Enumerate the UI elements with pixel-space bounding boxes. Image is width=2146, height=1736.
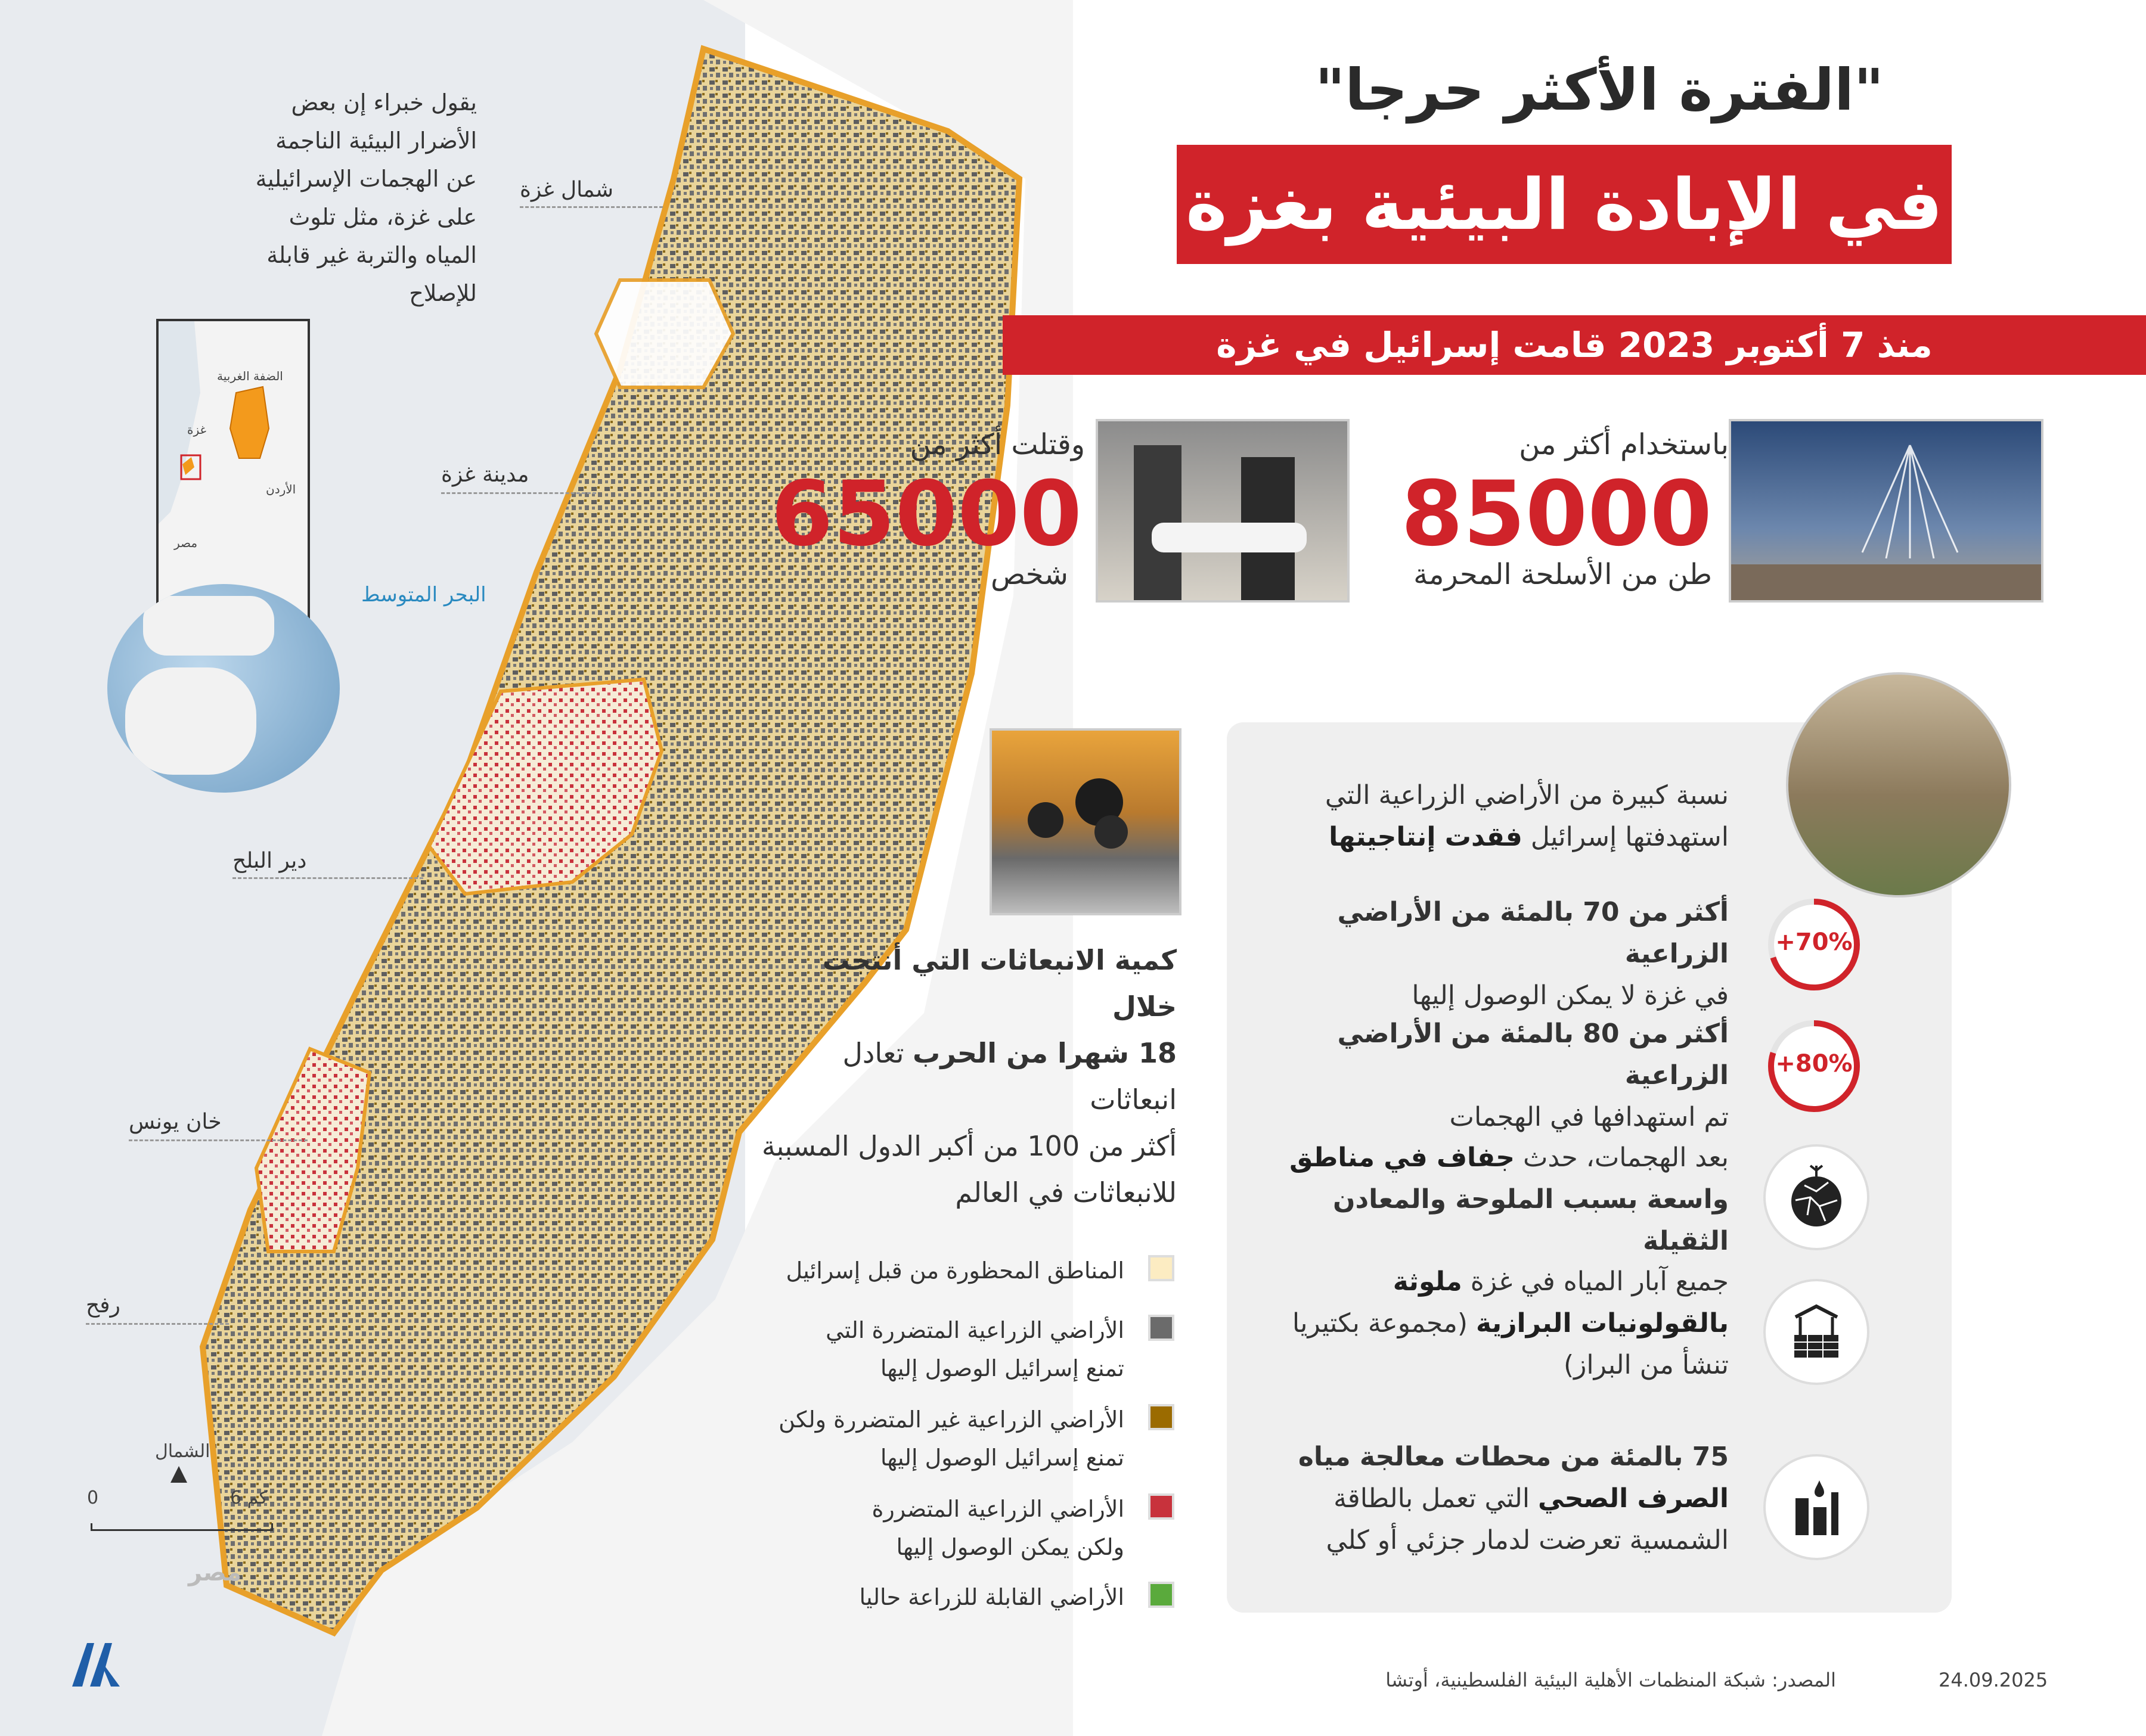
legend-label-line-2: تمنع إسرائيل الوصول إليها <box>880 1445 1124 1471</box>
panel-item-5 <box>1252 1436 1729 1561</box>
legend-item-restricted <box>786 1251 1174 1290</box>
badge-80 <box>1763 1015 1865 1119</box>
inset-map <box>156 319 310 622</box>
expert-note: يقول خبراء إن بعض الأضرار البيئية الناجمة عن الهجمات الإسرائيلية على غزة، مثل تلوث المياه والتربة غير قابلة للإصلاح <box>255 89 477 306</box>
emissions-text <box>759 937 1177 1216</box>
legend-label: الأراضي القابلة للزراعة حاليا <box>859 1584 1124 1610</box>
city-label-deir-al-balah: دير البلح <box>232 849 307 873</box>
killed-photo-art <box>1098 421 1347 600</box>
drought-icon <box>1763 1144 1869 1250</box>
inset-label-jordan: الأردن <box>266 482 296 496</box>
well-icon <box>1763 1279 1869 1385</box>
killed-label-top: وقتلت أكثر من <box>910 428 1085 461</box>
legend-label <box>826 1311 1124 1387</box>
scale-end-label: 6 كم <box>230 1487 268 1508</box>
legend-label-line-2: ولكن يمكن الوصول إليها <box>896 1534 1124 1560</box>
panel-item-3-bold: جفاف في مناطق <box>1289 1142 1515 1173</box>
emissions-photo <box>990 728 1181 915</box>
city-leader-gaza-city <box>441 492 596 494</box>
scale-bar <box>91 1523 273 1531</box>
water-well-icon <box>1784 1299 1849 1365</box>
legend-item-arable <box>859 1578 1174 1616</box>
scale-zero-label: 0 <box>87 1487 99 1508</box>
restricted-zone-north <box>596 280 733 387</box>
legend-swatch <box>1148 1315 1174 1341</box>
city-leader-rafah <box>86 1323 229 1325</box>
inset-label-egypt: مصر <box>174 536 198 550</box>
weapons-photo-art <box>1731 421 2041 600</box>
north-label: الشمال <box>155 1441 210 1462</box>
panel-item-2 <box>1252 1013 1729 1138</box>
aa-logo <box>69 1640 123 1688</box>
weapons-label-top: باستخدام أكثر من <box>1519 428 1729 461</box>
inset-label-gaza: غزة <box>187 423 206 437</box>
legend-item-undamaged-blocked <box>779 1400 1174 1477</box>
panel-item-1 <box>1252 892 1729 1017</box>
legend-item-damaged-blocked <box>826 1311 1174 1387</box>
emissions-line-2 <box>759 1030 1177 1123</box>
panel-item-2-rest: تم استهدافها في الهجمات <box>1449 1102 1729 1132</box>
panel-item-5-rest: التي تعمل بالطاقة <box>1334 1483 1539 1514</box>
globe-land-europe <box>143 596 274 656</box>
legend-label-line-1: الأراضي الزراعية المتضررة <box>872 1496 1124 1522</box>
city-leader-khan-younis <box>129 1139 308 1141</box>
legend-label: المناطق المحظورة من قبل إسرائيل <box>786 1257 1124 1284</box>
panel-item-4 <box>1252 1261 1729 1386</box>
emissions-line-2-rest: تعادل انبعاثات <box>842 1037 1177 1116</box>
panel-item-3 <box>1252 1137 1729 1262</box>
legend-item-damaged-accessible <box>872 1490 1174 1566</box>
globe-locator <box>107 584 340 793</box>
emissions-line-3: أكثر من 100 من أكبر الدول المسببة <box>761 1130 1177 1162</box>
legend-label-line-1: الأراضي الزراعية غير المتضررة ولكن <box>779 1406 1124 1433</box>
emissions-photo-art <box>992 731 1179 913</box>
weapons-photo <box>1729 419 2043 603</box>
city-leader-north-gaza <box>520 206 663 208</box>
panel-intro-line-2 <box>1252 816 1729 858</box>
legend-label-line-1: الأراضي الزراعية المتضررة التي <box>826 1317 1124 1343</box>
killed-value: 65000 <box>771 462 1082 566</box>
city-leader-deir-al-balah <box>232 877 423 879</box>
cracked-earth-icon <box>1784 1164 1849 1230</box>
city-label-north-gaza: شمال غزة <box>520 178 614 202</box>
panel-item-3-line-2: واسعة بسبب الملوحة والمعادن الثقيلة <box>1333 1184 1729 1256</box>
badge-80-text: +80% <box>1775 1050 1853 1077</box>
weapons-value: 85000 <box>1401 462 1712 566</box>
legend-label-line-2: تمنع إسرائيل الوصول إليها <box>880 1355 1124 1381</box>
panel-item-2-bold: أكثر من 80 بالمئة من الأراضي الزراعية <box>1337 1018 1729 1091</box>
panel-item-4-bold2: بالقولونيات البرازية <box>1475 1308 1729 1339</box>
date-text: 24.09.2025 <box>1939 1669 2048 1691</box>
emissions-line-2-bold: 18 شهرا من الحرب <box>913 1037 1177 1069</box>
badge-70 <box>1763 894 1865 998</box>
city-label-khan-younis: خان يونس <box>129 1110 222 1134</box>
legend-swatch <box>1148 1582 1174 1608</box>
weapons-label-bottom: طن من الأسلحة المحرمة <box>1413 558 1712 591</box>
panel-item-4-line-1 <box>1252 1261 1729 1303</box>
treatment-plant-icon <box>1763 1454 1869 1560</box>
emissions-line-4: للانبعاثات في العالم <box>955 1176 1177 1209</box>
emissions-line-1: كمية الانبعاثات التي أنتجت خلال <box>822 944 1177 1023</box>
panel-item-5-line-3: الشمسية تعرضت لدمار جزئي أو كلي <box>1326 1525 1729 1555</box>
panel-item-1-bold: أكثر من 70 بالمئة من الأراضي الزراعية <box>1337 897 1729 969</box>
legend-swatch <box>1148 1404 1174 1430</box>
city-label-rafah: رفح <box>86 1293 120 1318</box>
subtitle-bar: منذ 7 أكتوبر 2023 قامت إسرائيل في غزة <box>1003 315 2146 375</box>
badge-70-text: +70% <box>1775 928 1853 956</box>
city-label-gaza-city: مدينة غزة <box>441 462 529 487</box>
panel-intro-line-1: نسبة كبيرة من الأراضي الزراعية التي <box>1325 780 1729 810</box>
egypt-label: مصر <box>188 1559 242 1586</box>
panel-item-5-bold2: الصرف الصحي <box>1538 1483 1729 1514</box>
panel-item-3-pre: بعد الهجمات، حدث <box>1514 1142 1729 1173</box>
title-line-2: في الإبادة البيئية بغزة <box>1177 145 1952 264</box>
title-line-1: "الفترة الأكثر حرجا" <box>1315 57 1884 123</box>
sewage-plant-icon <box>1784 1474 1849 1540</box>
legend-swatch <box>1148 1255 1174 1281</box>
legend-label <box>872 1490 1124 1566</box>
panel-item-4-bold: ملوثة <box>1393 1266 1462 1297</box>
panel-item-5-line-1: 75 بالمئة من محطات معالجة مياه <box>1298 1442 1729 1472</box>
map-legend <box>769 1251 1174 1621</box>
legend-swatch <box>1148 1493 1174 1520</box>
globe-land-africa <box>125 667 256 775</box>
farmland-photo <box>1786 672 2011 897</box>
source-text: المصدر: شبكة المنظمات الأهلية البيئية الفلسطينية، أوتشا <box>1385 1669 1836 1691</box>
panel-intro-line-2-bold: فقدت إنتاجيتها <box>1329 822 1522 852</box>
panel-item-4-pre: جميع آبار المياه في غزة <box>1462 1266 1729 1297</box>
panel-item-5-line-2 <box>1252 1478 1729 1520</box>
panel-item-4-rest: (مجموعة بكتيريا <box>1292 1308 1476 1339</box>
legend-label <box>779 1400 1124 1477</box>
aa-logo-icon <box>69 1640 123 1688</box>
sea-label: البحر المتوسط <box>361 583 486 607</box>
panel-item-4-line-3: تنشأ من البراز) <box>1563 1350 1729 1380</box>
inset-label-west-bank: الضفة الغربية <box>217 369 283 383</box>
panel-item-3-line-1 <box>1252 1137 1729 1179</box>
panel-item-1-rest: في غزة لا يمكن الوصول إليها <box>1412 980 1729 1011</box>
panel-intro <box>1252 775 1729 858</box>
panel-intro-line-2-rest: استهدفتها إسرائيل <box>1522 822 1729 852</box>
inset-map-shapes <box>159 321 308 619</box>
killed-label-bottom: شخص <box>990 558 1068 591</box>
killed-photo <box>1096 419 1350 603</box>
panel-item-4-line-2 <box>1252 1303 1729 1344</box>
north-arrow-icon <box>170 1466 187 1483</box>
